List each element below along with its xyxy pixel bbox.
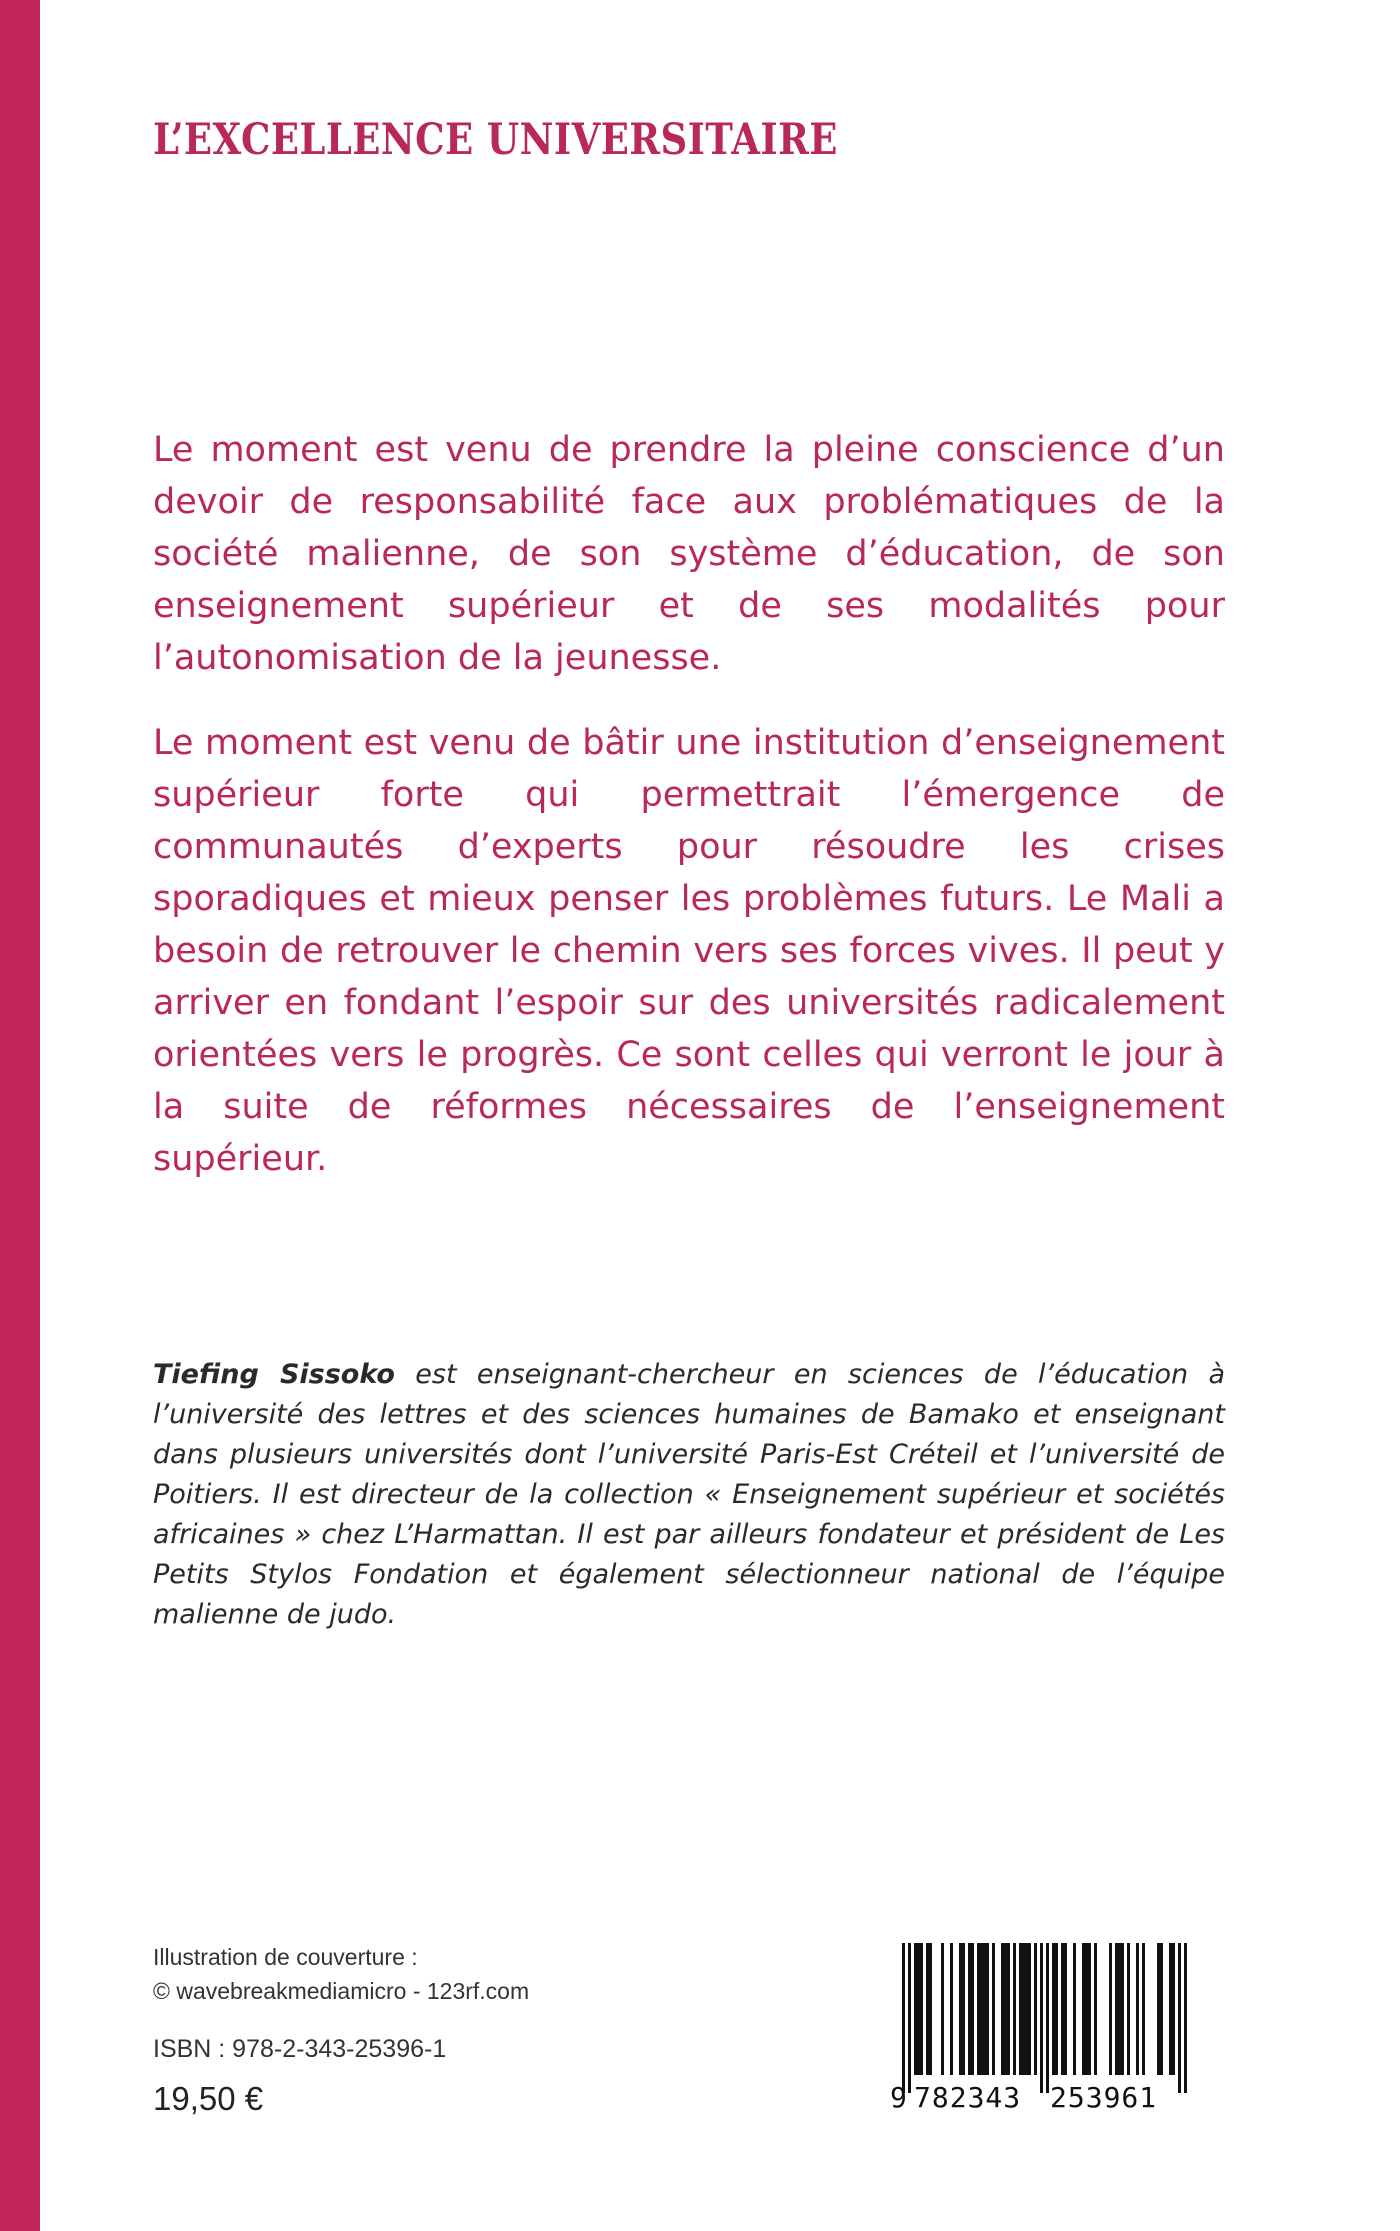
barcode-bar [920, 1943, 923, 2075]
author-bio-text: est enseignant-chercheur en sciences de l’éducation à l’université des lettres et des sciences humaines de Bamako et enseignant dans plusieurs universités dont l’université Paris-Est Créteil et l’université de Poitiers. Il est directeur de la collection « Enseignement supérieur et sociétés africaines » chez L’Harmattan. Il est par ailleurs fondateur et président de Les Petits Stylos Fondation et également sélectionneur national de l’équipe malienne de judo. [153, 1359, 1226, 1630]
barcode-bar [959, 1943, 962, 2075]
barcode-left-digits: 782343 [914, 2081, 1022, 2114]
barcode-bar [983, 1943, 986, 2075]
barcode-bar [1169, 1943, 1172, 2075]
barcode-bar [1172, 1943, 1175, 2075]
book-price: 19,50 € [153, 2080, 264, 2117]
barcode-bar [1055, 1943, 1058, 2075]
barcode-bar [1004, 1943, 1007, 2075]
barcode-bar [977, 1943, 980, 2075]
barcode-bar [1034, 1943, 1037, 2075]
barcode-bar [1127, 1943, 1130, 2075]
barcode [890, 1943, 1210, 2128]
barcode-bar [950, 1943, 953, 2075]
credits-source: © wavebreakmediamicro - 123rf.com [153, 1978, 530, 2004]
barcode-bar [992, 1943, 995, 2075]
barcode-guard-bar [1040, 1943, 1043, 2093]
barcode-bar [1025, 1943, 1028, 2075]
barcode-bar [1115, 1943, 1118, 2075]
author-name: Tiefing Sissoko [153, 1359, 395, 1390]
barcode-bar [971, 1943, 974, 2075]
barcode-bar [1085, 1943, 1088, 2075]
barcode-right-digits: 253961 [1050, 2081, 1158, 2114]
barcode-bar [980, 1943, 983, 2075]
barcode-guard-bar [1046, 1943, 1049, 2093]
barcode-bar [1007, 1943, 1010, 2075]
barcode-bar [1094, 1943, 1097, 2075]
barcode-bar [1082, 1943, 1085, 2075]
barcode-bar [1160, 1943, 1163, 2075]
isbn-number: ISBN : 978-2-343-25396-1 [153, 2035, 447, 2063]
barcode-bar [1142, 1943, 1145, 2075]
barcode-bar [1019, 1943, 1022, 2075]
book-title: L’EXCELLENCE UNIVERSITAIRE [153, 115, 838, 165]
barcode-bar [1088, 1943, 1091, 2075]
barcode-bar [1157, 1943, 1160, 2075]
barcode-guard-bar [908, 1943, 911, 2093]
barcode-bar [968, 1943, 971, 2075]
author-bio [153, 1355, 1225, 1635]
barcode-guard-bar [1184, 1943, 1187, 2093]
barcode-bar [926, 1943, 929, 2075]
barcode-bar [1064, 1943, 1067, 2075]
barcode-bar [1022, 1943, 1025, 2075]
barcode-guard-bar [902, 1943, 905, 2093]
barcode-bar [1121, 1943, 1124, 2075]
barcode-bar [929, 1943, 932, 2075]
barcode-bar [1061, 1943, 1064, 2075]
illustration-credits [153, 1940, 529, 2008]
barcode-bar [1136, 1943, 1139, 2075]
barcode-bars-icon [902, 1943, 1202, 2093]
barcode-bar [962, 1943, 965, 2075]
credits-label: Illustration de couverture : [153, 1944, 418, 1970]
barcode-bar [1001, 1943, 1004, 2075]
blurb-paragraph-2: Le moment est venu de bâtir une institution d’enseignement supérieur forte qui permettrait l’émergence de communautés d’experts pour résoudre les crises sporadiques et mieux penser les problèmes futurs. Le Mali a besoin de retrouver le chemin vers ses forces vives. Il peut y arriver en fondant l’espoir sur des universités radicalement orientées vers le progrès. Ce sont celles qui verront le jour à la suite de réformes nécessaires de l’enseignement supérieur. [153, 723, 1225, 1179]
barcode-bar [986, 1943, 989, 2075]
barcode-bar [1109, 1943, 1112, 2075]
cover-accent-band [0, 0, 40, 2231]
blurb-paragraph-1: Le moment est venu de prendre la pleine conscience d’un devoir de responsabilité face aux problématiques de la société malienne, de son système d’éducation, de son enseignement supérieur et de ses modalités pour l’autonomisation de la jeunesse. [153, 430, 1225, 678]
barcode-bar [914, 1943, 917, 2075]
barcode-digits [890, 2081, 1210, 2121]
barcode-lead-digit: 9 [890, 2081, 907, 2114]
barcode-bar [1013, 1943, 1016, 2075]
barcode-guard-bar [1178, 1943, 1181, 2093]
barcode-bar [941, 1943, 944, 2075]
barcode-bar [1028, 1943, 1031, 2075]
barcode-bar [1073, 1943, 1076, 2075]
barcode-bar [1118, 1943, 1121, 2075]
barcode-bar [1052, 1943, 1055, 2075]
barcode-bar [917, 1943, 920, 2075]
